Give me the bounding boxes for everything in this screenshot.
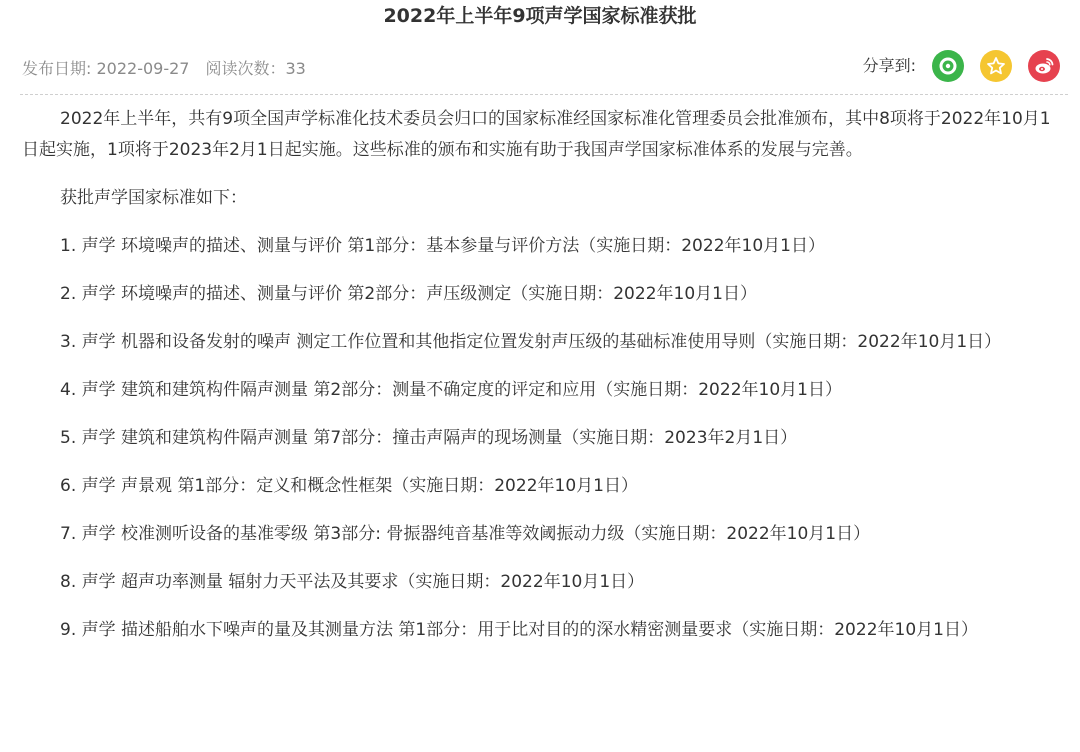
standard-item: 9. 声学 描述船舶水下噪声的量及其测量方法 第1部分：用于比对目的的深水精密测量要求（实施日期：2022年10月1日） bbox=[60, 620, 978, 640]
article-meta bbox=[22, 57, 306, 81]
article-title: 2022年上半年9项声学国家标准获批 bbox=[383, 5, 697, 27]
wechat-moments-icon bbox=[938, 56, 958, 76]
standard-item: 8. 声学 超声功率测量 辐射力天平法及其要求（实施日期：2022年10月1日） bbox=[60, 572, 645, 592]
standard-item: 3. 声学 机器和设备发射的噪声 测定工作位置和其他指定位置发射声压级的基础标准使用导则（实施日期：2022年10月1日） bbox=[60, 332, 1002, 352]
standard-item: 1. 声学 环境噪声的描述、测量与评价 第1部分：基本参量与评价方法（实施日期：2022年10月1日） bbox=[60, 236, 825, 256]
meta-divider bbox=[20, 94, 1068, 95]
standard-item: 5. 声学 建筑和建筑构件隔声测量 第7部分：撞击声隔声的现场测量（实施日期：2023年2月1日） bbox=[60, 428, 798, 448]
standard-item: 6. 声学 声景观 第1部分：定义和概念性框架（实施日期：2022年10月1日） bbox=[60, 476, 638, 496]
standard-item: 2. 声学 环境噪声的描述、测量与评价 第2部分：声压级测定（实施日期：2022年10月1日） bbox=[60, 284, 757, 304]
standard-item: 7. 声学 校准测听设备的基准零级 第3部分: 骨振器纯音基准等效阈振动力级（实施日期：2022年10月1日） bbox=[60, 524, 871, 544]
intro-paragraph: 2022年上半年，共有9项全国声学标准化技术委员会归口的国家标准经国家标准化管理委员会批准颁布，其中8项将于2022年10月1日起实施，1项将于2023年2月1日起实施。这些标准的颁布和实施有助于我国声学国家标准体系的发展与完善。 bbox=[22, 109, 1051, 160]
star-icon bbox=[986, 56, 1006, 76]
share-favorite-button[interactable] bbox=[980, 50, 1012, 82]
share-wechat-moments-button[interactable] bbox=[932, 50, 964, 82]
article-body bbox=[22, 104, 1062, 663]
read-count: 阅读次数：33 bbox=[205, 59, 306, 78]
publish-date: 发布日期: 2022-09-27 bbox=[22, 59, 190, 78]
weibo-icon bbox=[1033, 56, 1055, 76]
share-label: 分享到: bbox=[862, 56, 916, 75]
standard-item: 4. 声学 建筑和建筑构件隔声测量 第2部分：测量不确定度的评定和应用（实施日期：2022年10月1日） bbox=[60, 380, 842, 400]
list-heading: 获批声学国家标准如下： bbox=[60, 188, 247, 208]
share-weibo-button[interactable] bbox=[1028, 50, 1060, 82]
share-bar bbox=[863, 50, 1060, 82]
